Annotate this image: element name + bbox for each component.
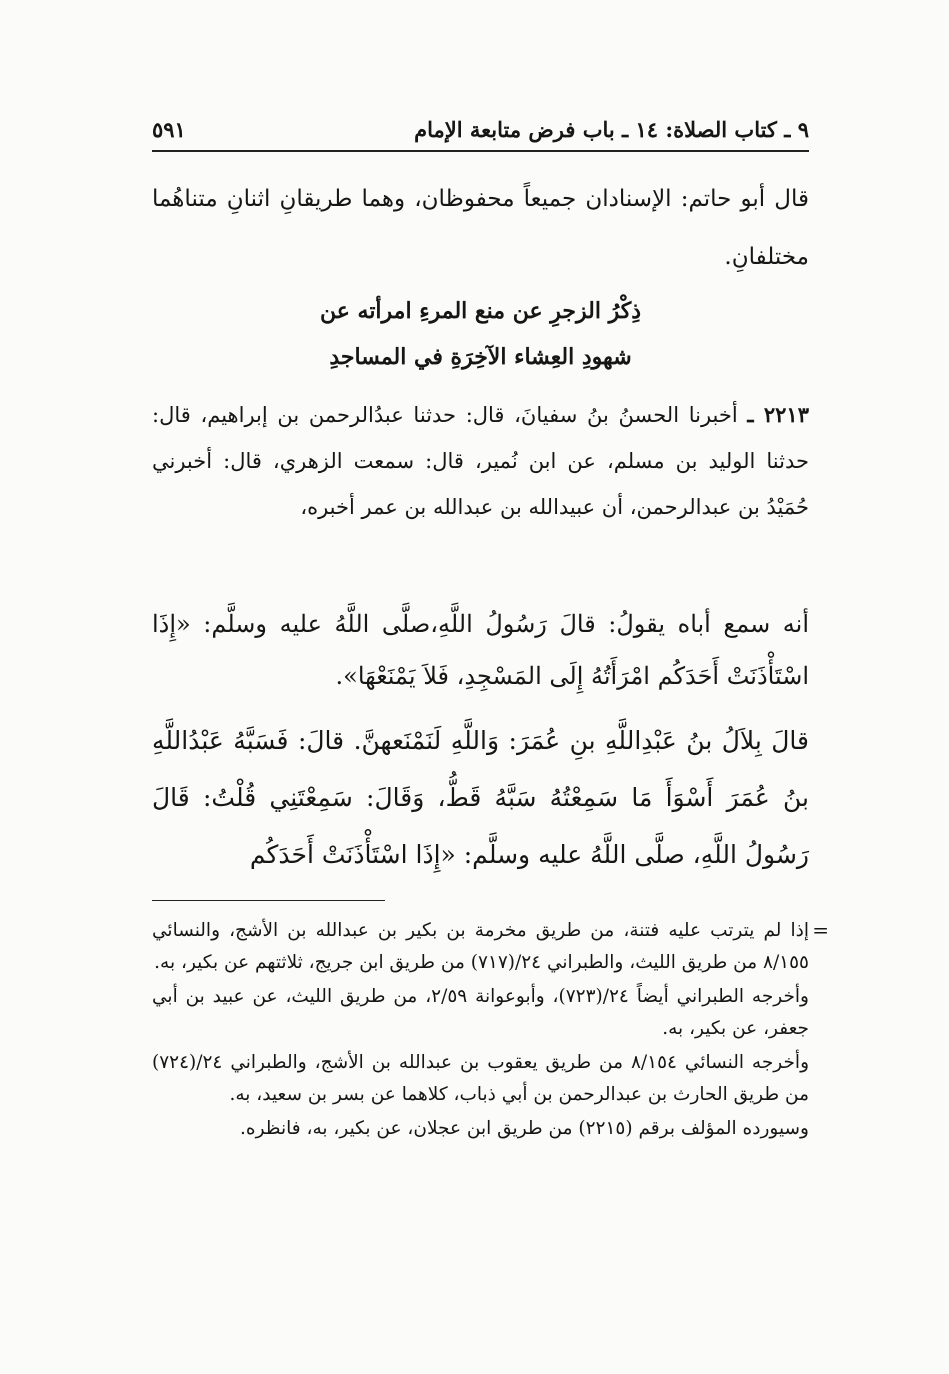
book-page	[152, 0, 829, 1374]
section-heading-line-2: شهودِ العِشاء الآخِرَةِ في المساجدِ	[329, 344, 632, 370]
footnote-paragraph-2: وأخرجه الطبراني أيضاً ٢٤/(٧٢٣)، وأبوعوانة ٢/٥٩، من طريق الليث، عن عبيد بن أبي جعفر، عن بكير، به.	[152, 986, 809, 1039]
footnote-paragraph-1: إذا لم يترتب عليه فتنة، من طريق مخرمة بن بكير بن عبدالله بن الأشج، والنسائي ٨/١٥٥ من طريق الليث، والطبراني ٢٤/(٧١٧) من طريق ابن جريج، ثلاثتهم عن بكير، به.	[152, 920, 809, 973]
footnote-paragraph-4: وسيورده المؤلف برقم (٢٢١٥) من طريق ابن عجلان، عن بكير، به، فانظره.	[240, 1118, 809, 1139]
hadith-number: ٢٢١٣ ـ	[747, 402, 809, 427]
isnad-paragraph	[152, 392, 809, 530]
footnote-paragraph-3: وأخرجه النسائي ٨/١٥٤ من طريق يعقوب بن عبدالله بن الأشج، والطبراني ٢٤/(٧٢٤) من طريق الحارث بن عبدالرحمن بن أبي ذباب، كلاهما عن بسر بن سعيد، به.	[152, 1052, 810, 1105]
running-header	[152, 112, 809, 146]
chapter-title: ٩ ـ كتاب الصلاة: ١٤ ـ باب فرض متابعة الإمام	[414, 116, 809, 142]
header-divider	[152, 150, 809, 152]
footnote-divider	[152, 900, 385, 901]
footnotes	[152, 915, 829, 1145]
hadith-continuation-paragraph: قالَ بِلاَلُ بنُ عَبْدِاللَّهِ بنِ عُمَرَ: وَاللَّهِ لَنَمْنَعهنَّ. قالَ: فَسَبَّهُ عَبْدُاللَّهِ بنُ عُمَرَ أَسْوَأَ مَا سَمِعْتُهُ سَبَّهُ قَطُّ، وَقَالَ: سَمِعْتَنِي قُلْتُ: قَالَ رَسُولُ اللَّهِ، صلَّى اللَّهُ عليه وسلَّم: «إِذَا اسْتَأْذَنَتْ أَحَدَكُم	[152, 726, 809, 869]
section-heading-line-1: ذِكْرُ الزجرِ عن منع المرءِ امرأته عن	[319, 298, 642, 324]
isnad-text: أخبرنا الحسنُ بنُ سفيانَ، قال: حدثنا عبدُالرحمن بن إبراهيم، قال: حدثنا الوليد بن مسلم، عن ابن نُمير، قال: سمعت الزهري، قال: أخبرني حُمَيْدُ بن عبدالرحمن، أن عبيدالله بن عبدالله بن عمر أخبره،	[152, 403, 809, 519]
narrator-comment-paragraph: قال أبو حاتم: الإسنادان جميعاً محفوظان، وهما طريقانِ اثنانِ متناهُما مختلفانِ.	[152, 186, 809, 270]
hadith-text-paragraph: أنه سمع أباه يقولُ: قالَ رَسُولُ اللَّهِ،صلَّى اللَّهُ عليه وسلَّم: «إِذَا اسْتَأْذَنَتْ أَحَدَكُم امْرَأَتُهُ إِلَى المَسْجِدِ، فَلاَ يَمْنَعْهَا».	[152, 610, 809, 690]
page-number: ٥٩١	[152, 116, 186, 142]
section-heading	[152, 288, 809, 380]
footnote-continuation-mark: =	[812, 918, 829, 942]
